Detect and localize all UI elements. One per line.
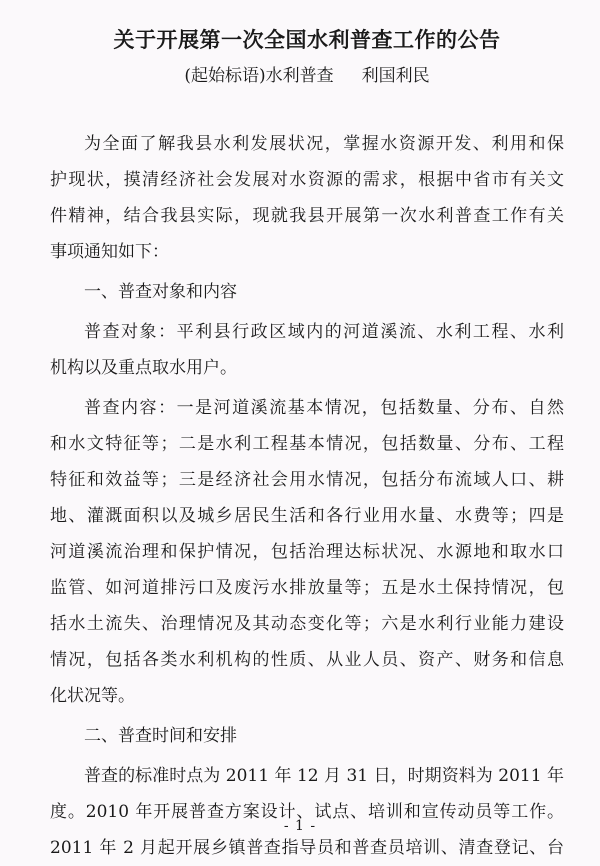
paragraph-line: 地、灌溉面积以及城乡居民生活和各行业用水量、水费等；四是 bbox=[50, 506, 564, 526]
paragraph-line: 普查内容：一是河道溪流基本情况，包括数量、分布、自然 bbox=[84, 398, 564, 418]
page-number: - 1 - bbox=[283, 818, 317, 834]
paragraph-line: 河道溪流治理和保护情况，包括治理达标状况、水源地和取水口 bbox=[50, 542, 564, 562]
section-heading: 二、普查时间和安排 bbox=[84, 726, 237, 746]
paragraph-line: 为全面了解我县水利发展状况，掌握水资源开发、利用和保 bbox=[84, 134, 564, 154]
paragraph-line: 度。2010 年开展普查方案设计、试点、培训和宣传动员等工作。 bbox=[50, 802, 564, 822]
paragraph-line: 括水土流失、治理情况及其动态变化等；六是水利行业能力建设 bbox=[50, 614, 564, 634]
paragraph-line: 监管、如河道排污口及废污水排放量等；五是水土保持情况，包 bbox=[50, 578, 564, 598]
paragraph-line: 普查的标准时点为 2011 年 12 月 31 日，时期资料为 2011 年 bbox=[84, 766, 564, 786]
document-title: 关于开展第一次全国水利普查工作的公告 bbox=[113, 27, 501, 52]
paragraph-line: 特征和效益等；三是经济社会用水情况，包括分布流域人口、耕 bbox=[50, 470, 564, 490]
paragraph-line: 情况，包括各类水利机构的性质、从业人员、资产、财务和信息 bbox=[50, 650, 564, 670]
slogan bbox=[50, 62, 564, 90]
paragraph-line: 普查对象：平利县行政区域内的河道溪流、水利工程、水利 bbox=[84, 322, 564, 342]
paragraph-line: 件精神，结合我县实际，现就我县开展第一次水利普查工作有关 bbox=[50, 206, 564, 226]
paragraph-line: 化状况等。 bbox=[50, 686, 135, 706]
paragraph-line: 事项通知如下： bbox=[50, 242, 169, 262]
section-heading: 一、普查对象和内容 bbox=[84, 282, 237, 302]
slogan-left: (起始标语)水利普查 bbox=[184, 66, 334, 86]
slogan-right: 利国利民 bbox=[361, 66, 430, 86]
document-body bbox=[50, 126, 564, 866]
paragraph-line: 和水文特征等；二是水利工程基本情况，包括数量、分布、工程 bbox=[50, 434, 564, 454]
paragraph-line: 护现状，摸清经济社会发展对水资源的需求，根据中省市有关文 bbox=[50, 170, 564, 190]
paragraph-line: 机构以及重点取水用户。 bbox=[50, 358, 237, 378]
paragraph-line: 2011 年 2 月起开展乡镇普查指导员和普查员培训、清查登记、台 bbox=[50, 838, 564, 858]
